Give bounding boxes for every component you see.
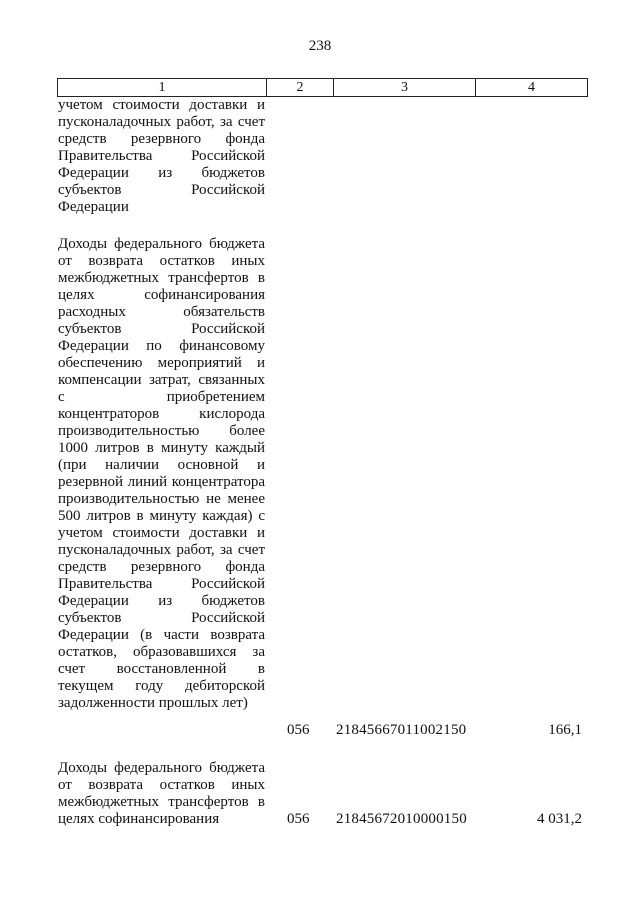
table-row-kbk: 21845667011002150 (336, 722, 467, 738)
column-header-1: 1 (58, 79, 267, 97)
table-row-amount: 166,1 (548, 722, 582, 738)
table-row-kbk: 21845672010000150 (336, 811, 467, 827)
table-row-description: Доходы федерального бюджета от возврата остатков иных межбюджетных трансфертов в целях софинансирования (58, 760, 265, 827)
table-row-code: 056 (287, 811, 310, 827)
table-row-description: учетом стоимости доставки и пусконаладочных работ, за счет средств резервного фонда Правительства Российской Федерации из бюджетов субъектов Российской Федерации (58, 97, 265, 215)
column-header-2: 2 (267, 79, 334, 97)
column-header-4: 4 (476, 79, 588, 97)
page-number: 238 (308, 38, 332, 54)
table-column-header-row (57, 78, 588, 97)
table-row-code: 056 (287, 722, 310, 738)
column-header-3: 3 (334, 79, 476, 97)
table-row-amount: 4 031,2 (537, 811, 582, 827)
table-row-description: Доходы федерального бюджета от возврата остатков иных межбюджетных трансфертов в целях софинансирования расходных обязательств субъектов Российской Федерации по финансовому обеспечению мероприятий и компенсации затрат, связанных с приобретением концентраторов кислорода производительностью более 1000 литров в минуту каждый (при наличии основной и резервной линий концентратора производительностью не менее 500 литров в минуту каждая) с учетом стоимости доставки и пусконаладочных работ, за счет средств резервного фонда Правительства Российской Федерации из бюджетов субъектов Российской Федерации (в части возврата остатков, образовавшихся за счет восстановленной в текущем году дебиторской задолженности прошлых лет) (58, 236, 265, 711)
